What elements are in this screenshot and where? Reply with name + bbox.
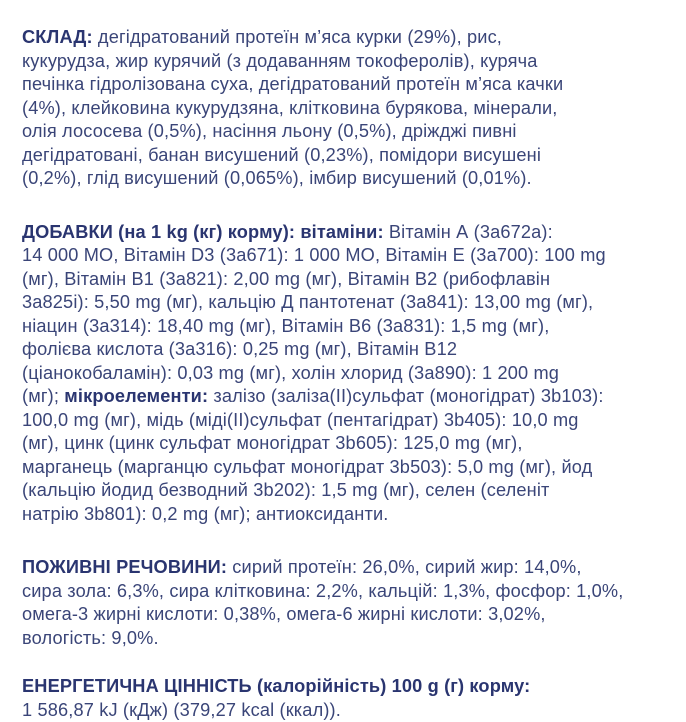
- additives-line-5: ніацин (3а314): 18,40 mg (мг), Вітамін В6 (3а831): 1,5 mg (мг),: [22, 315, 667, 339]
- additives-line-11: марганець (марганцю сульфат моногідрат 3b503): 5,0 mg (мг), йод: [22, 456, 667, 480]
- ingredients-document: [22, 26, 667, 722]
- additives-line-12: (кальцію йодид безводний 3b202): 1,5 mg (мг), селен (селеніт: [22, 479, 667, 503]
- composition-line-1: [22, 26, 667, 50]
- additives-line-9: 100,0 mg (мг), мідь (міді(ІІ)сульфат (пентагідрат) 3b405): 10,0 mg: [22, 409, 667, 433]
- composition-line-5: олія лососева (0,5%), насіння льону (0,5%), дріжджі пивні: [22, 120, 667, 144]
- microelements-text: залізо (заліза(ІІ)сульфат (моногідрат) 3b103):: [208, 386, 603, 406]
- additives-line-13: натрію 3b801): 0,2 mg (мг); антиоксиданти.: [22, 503, 667, 527]
- additives-line-3: (мг), Вітамін В1 (3а821): 2,00 mg (мг), Вітамін В2 (рибофлавін: [22, 268, 667, 292]
- additives-line-8: [22, 385, 667, 409]
- micro-prefix: (мг);: [22, 386, 64, 406]
- microelements-label: мікроелементи:: [64, 386, 208, 406]
- additives-line-6: фолієва кислота (3а316): 0,25 mg (мг), Вітамін В12: [22, 338, 667, 362]
- energy-section: [22, 675, 667, 722]
- nutrients-section: [22, 556, 667, 650]
- composition-line-3: печінка гідролізована суха, дегідратований протеїн м’яса качки: [22, 73, 667, 97]
- additives-line-10: (мг), цинк (цинк сульфат моногідрат 3b605): 125,0 mg (мг),: [22, 432, 667, 456]
- composition-line-7: (0,2%), глід висушений (0,065%), імбир висушений (0,01%).: [22, 167, 667, 191]
- additives-line-4: 3а825і): 5,50 mg (мг), кальцію Д пантотенат (3а841): 13,00 mg (мг),: [22, 291, 667, 315]
- additives-heading: ДОБАВКИ (на 1 kg (кг) корму):: [22, 222, 295, 242]
- composition-section: [22, 26, 667, 191]
- additives-line-1: [22, 221, 667, 245]
- energy-line-1: 1 586,87 kJ (кДж) (379,27 kcal (ккал)).: [22, 699, 667, 722]
- nutrients-line-3: омега-3 жирні кислоти: 0,38%, омега-6 жирні кислоти: 3,02%,: [22, 603, 667, 627]
- composition-line-4: (4%), клейковина кукурудзяна, клітковина бурякова, мінерали,: [22, 97, 667, 121]
- nutrients-line-4: вологість: 9,0%.: [22, 627, 667, 651]
- vitamins-text: Вітамін А (3а672а):: [384, 222, 553, 242]
- composition-line-2: кукурудза, жир курячий (з додаванням токоферолів), куряча: [22, 50, 667, 74]
- composition-text: дегідратований протеїн м’яса курки (29%), рис,: [93, 27, 502, 47]
- nutrients-line-1: [22, 556, 667, 580]
- additives-section: [22, 221, 667, 527]
- nutrients-line-2: сира зола: 6,3%, сира клітковина: 2,2%, кальцій: 1,3%, фосфор: 1,0%,: [22, 580, 667, 604]
- composition-heading: СКЛАД:: [22, 27, 93, 47]
- vitamins-label: вітаміни:: [295, 222, 384, 242]
- additives-line-2: 14 000 МО, Вітамін D3 (3а671): 1 000 МО, Вітамін Е (3а700): 100 mg: [22, 244, 667, 268]
- nutrients-text: сирий протеїн: 26,0%, сирий жир: 14,0%,: [227, 557, 582, 577]
- additives-line-7: (ціанокобаламін): 0,03 mg (мг), холін хлорид (3а890): 1 200 mg: [22, 362, 667, 386]
- energy-heading: ЕНЕРГЕТИЧНА ЦІННІСТЬ (калорійність) 100 g (г) корму:: [22, 675, 667, 699]
- composition-line-6: дегідратовані, банан висушений (0,23%), помідори висушені: [22, 144, 667, 168]
- nutrients-heading: ПОЖИВНІ РЕЧОВИНИ:: [22, 557, 227, 577]
